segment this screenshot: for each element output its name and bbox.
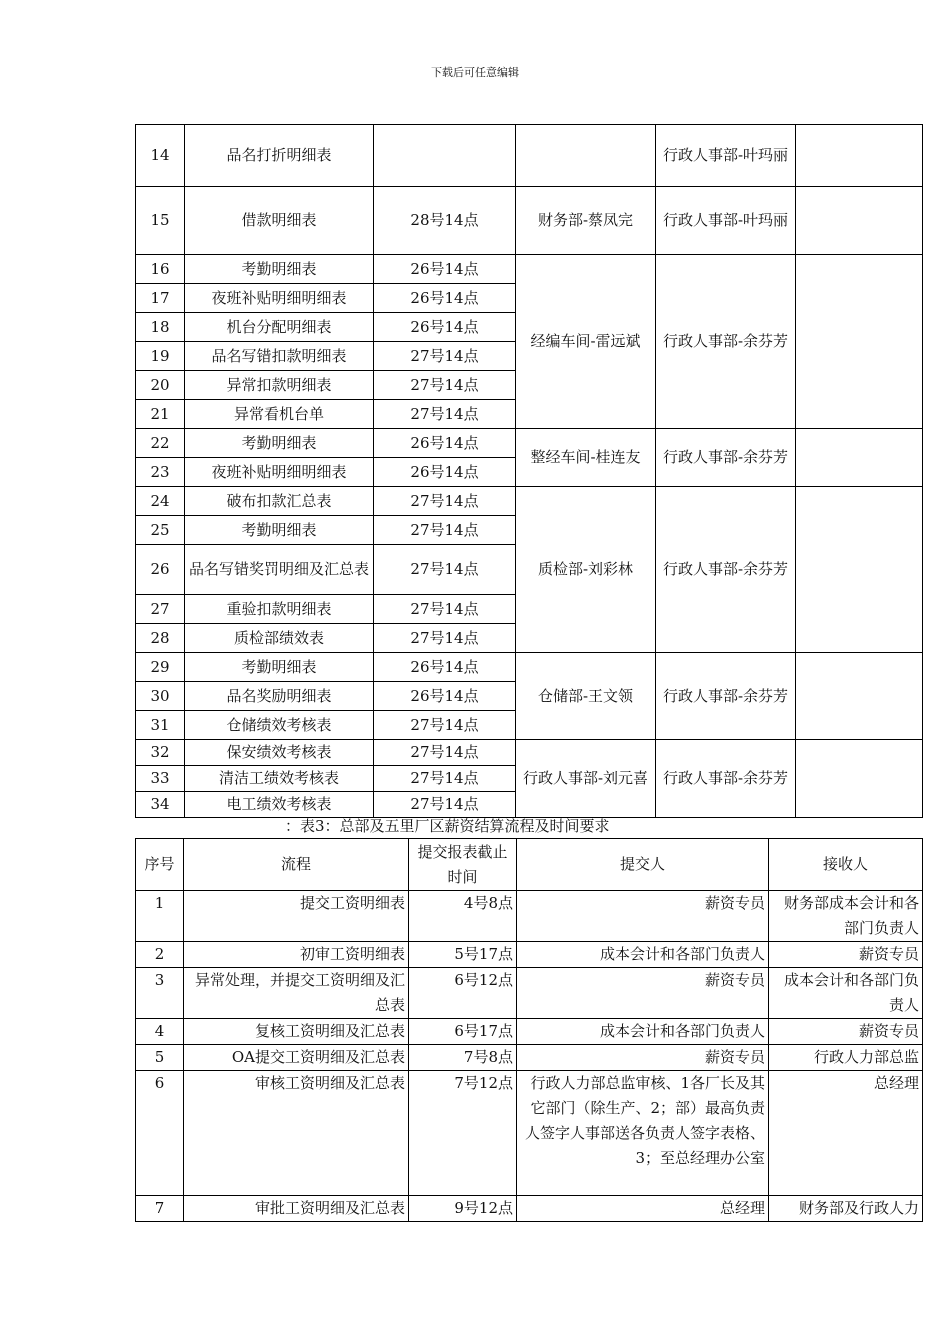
report-name: 考勤明细表 — [185, 255, 374, 284]
table-header-row — [136, 839, 923, 891]
receiver: 行政人事部-余芬芳 — [656, 429, 796, 487]
row-number: 17 — [136, 284, 185, 313]
header-submitter: 提交人 — [517, 839, 769, 891]
deadline — [374, 125, 516, 187]
submitter: 财务部-蔡凤完 — [516, 187, 656, 255]
process-step: 审核工资明细及汇总表 — [184, 1071, 409, 1196]
receiver: 行政人事部-叶玛丽 — [656, 187, 796, 255]
remark — [796, 125, 923, 187]
deadline: 27号14点 — [374, 516, 516, 545]
submitter: 薪资专员 — [517, 968, 769, 1019]
receiver: 行政人事部-余芬芳 — [656, 487, 796, 653]
table-row — [136, 125, 923, 187]
receiver: 财务部及行政人力 — [769, 1196, 923, 1222]
deadline: 26号14点 — [374, 682, 516, 711]
deadline: 27号14点 — [374, 595, 516, 624]
deadline: 27号14点 — [374, 342, 516, 371]
submitter — [516, 125, 656, 187]
deadline: 7号8点 — [409, 1045, 517, 1071]
report-name: 品名写错扣款明细表 — [185, 342, 374, 371]
report-name: 重验扣款明细表 — [185, 595, 374, 624]
submitter: 薪资专员 — [517, 1045, 769, 1071]
receiver: 总经理 — [769, 1071, 923, 1196]
row-number: 4 — [136, 1019, 184, 1045]
row-number: 20 — [136, 371, 185, 400]
process-step: 提交工资明细表 — [184, 891, 409, 942]
page-header: 下载后可任意编辑 — [431, 66, 519, 79]
remark — [796, 487, 923, 653]
deadline: 27号14点 — [374, 711, 516, 740]
process-step: OA提交工资明细及汇总表 — [184, 1045, 409, 1071]
row-number: 6 — [136, 1071, 184, 1196]
deadline: 26号14点 — [374, 458, 516, 487]
table-row — [136, 653, 923, 682]
table-caption: ：表3：总部及五里厂区薪资结算流程及时间要求 — [285, 817, 610, 835]
deadline: 7号12点 — [409, 1071, 517, 1196]
report-name: 夜班补贴明细明细表 — [185, 284, 374, 313]
submitter: 薪资专员 — [517, 891, 769, 942]
table-row — [136, 1071, 923, 1196]
row-number: 5 — [136, 1045, 184, 1071]
table-row — [136, 1019, 923, 1045]
report-name: 破布扣款汇总表 — [185, 487, 374, 516]
deadline: 4号8点 — [409, 891, 517, 942]
row-number: 23 — [136, 458, 185, 487]
table-row — [136, 429, 923, 458]
header-deadline: 提交报表截止时间 — [409, 839, 517, 891]
row-number: 31 — [136, 711, 185, 740]
row-number: 30 — [136, 682, 185, 711]
report-name: 异常看机台单 — [185, 400, 374, 429]
row-number: 3 — [136, 968, 184, 1019]
process-step: 审批工资明细及汇总表 — [184, 1196, 409, 1222]
deadline: 27号14点 — [374, 400, 516, 429]
report-name: 品名打折明细表 — [185, 125, 374, 187]
deadline: 9号12点 — [409, 1196, 517, 1222]
deadline: 27号14点 — [374, 792, 516, 818]
report-name: 借款明细表 — [185, 187, 374, 255]
process-step: 异常处理，并提交工资明细及汇总表 — [184, 968, 409, 1019]
row-number: 29 — [136, 653, 185, 682]
header-seq: 序号 — [136, 839, 184, 891]
deadline: 27号14点 — [374, 766, 516, 792]
report-name: 电工绩效考核表 — [185, 792, 374, 818]
process-step: 复核工资明细及汇总表 — [184, 1019, 409, 1045]
row-number: 22 — [136, 429, 185, 458]
table-row — [136, 255, 923, 284]
row-number: 34 — [136, 792, 185, 818]
report-name: 质检部绩效表 — [185, 624, 374, 653]
row-number: 27 — [136, 595, 185, 624]
submitter: 成本会计和各部门负责人 — [517, 1019, 769, 1045]
row-number: 19 — [136, 342, 185, 371]
submitter: 成本会计和各部门负责人 — [517, 942, 769, 968]
deadline: 27号14点 — [374, 371, 516, 400]
header-process: 流程 — [184, 839, 409, 891]
report-name: 机台分配明细表 — [185, 313, 374, 342]
receiver: 财务部成本会计和各部门负责人 — [769, 891, 923, 942]
report-name: 考勤明细表 — [185, 653, 374, 682]
submission-schedule-table — [135, 124, 923, 818]
deadline: 28号14点 — [374, 187, 516, 255]
deadline: 6号12点 — [409, 968, 517, 1019]
process-step: 初审工资明细表 — [184, 942, 409, 968]
submitter: 行政人事部-刘元喜 — [516, 740, 656, 818]
payroll-process-table — [135, 838, 923, 1222]
table-row — [136, 968, 923, 1019]
report-name: 考勤明细表 — [185, 516, 374, 545]
header-receiver: 接收人 — [769, 839, 923, 891]
receiver: 行政人事部-余芬芳 — [656, 740, 796, 818]
report-name: 考勤明细表 — [185, 429, 374, 458]
row-number: 2 — [136, 942, 184, 968]
remark — [796, 187, 923, 255]
deadline: 26号14点 — [374, 313, 516, 342]
receiver: 行政人事部-余芬芳 — [656, 653, 796, 740]
deadline: 27号14点 — [374, 545, 516, 595]
submitter: 总经理 — [517, 1196, 769, 1222]
row-number: 7 — [136, 1196, 184, 1222]
remark — [796, 429, 923, 487]
report-name: 品名奖励明细表 — [185, 682, 374, 711]
submitter: 行政人力部总监审核、1各厂长及其它部门（除生产、2；部）最高负责人签字人事部送各负责人签字表格、3；至总经理办公室 — [517, 1071, 769, 1196]
row-number: 15 — [136, 187, 185, 255]
deadline: 26号14点 — [374, 429, 516, 458]
deadline: 26号14点 — [374, 653, 516, 682]
receiver: 薪资专员 — [769, 1019, 923, 1045]
deadline: 6号17点 — [409, 1019, 517, 1045]
table-row — [136, 1196, 923, 1222]
receiver: 行政人事部-余芬芳 — [656, 255, 796, 429]
report-name: 品名写错奖罚明细及汇总表 — [185, 545, 374, 595]
remark — [796, 740, 923, 818]
table-row — [136, 891, 923, 942]
submitter: 仓储部-王文领 — [516, 653, 656, 740]
remark — [796, 653, 923, 740]
table-row — [136, 942, 923, 968]
submitter: 整经车间-桂连友 — [516, 429, 656, 487]
row-number: 21 — [136, 400, 185, 429]
row-number: 28 — [136, 624, 185, 653]
row-number: 32 — [136, 740, 185, 766]
report-name: 保安绩效考核表 — [185, 740, 374, 766]
row-number: 14 — [136, 125, 185, 187]
deadline: 27号14点 — [374, 487, 516, 516]
receiver: 薪资专员 — [769, 942, 923, 968]
row-number: 33 — [136, 766, 185, 792]
row-number: 16 — [136, 255, 185, 284]
report-name: 异常扣款明细表 — [185, 371, 374, 400]
deadline: 26号14点 — [374, 255, 516, 284]
row-number: 18 — [136, 313, 185, 342]
row-number: 1 — [136, 891, 184, 942]
report-name: 仓储绩效考核表 — [185, 711, 374, 740]
row-number: 24 — [136, 487, 185, 516]
deadline: 27号14点 — [374, 740, 516, 766]
remark — [796, 255, 923, 429]
deadline: 27号14点 — [374, 624, 516, 653]
table-row — [136, 187, 923, 255]
submitter: 经编车间-雷远斌 — [516, 255, 656, 429]
table-row — [136, 487, 923, 516]
report-name: 清洁工绩效考核表 — [185, 766, 374, 792]
receiver: 成本会计和各部门负责人 — [769, 968, 923, 1019]
deadline: 5号17点 — [409, 942, 517, 968]
report-name: 夜班补贴明细明细表 — [185, 458, 374, 487]
table-row — [136, 1045, 923, 1071]
receiver: 行政人事部-叶玛丽 — [656, 125, 796, 187]
submitter: 质检部-刘彩林 — [516, 487, 656, 653]
deadline: 26号14点 — [374, 284, 516, 313]
row-number: 25 — [136, 516, 185, 545]
row-number: 26 — [136, 545, 185, 595]
table-row — [136, 740, 923, 766]
receiver: 行政人力部总监 — [769, 1045, 923, 1071]
